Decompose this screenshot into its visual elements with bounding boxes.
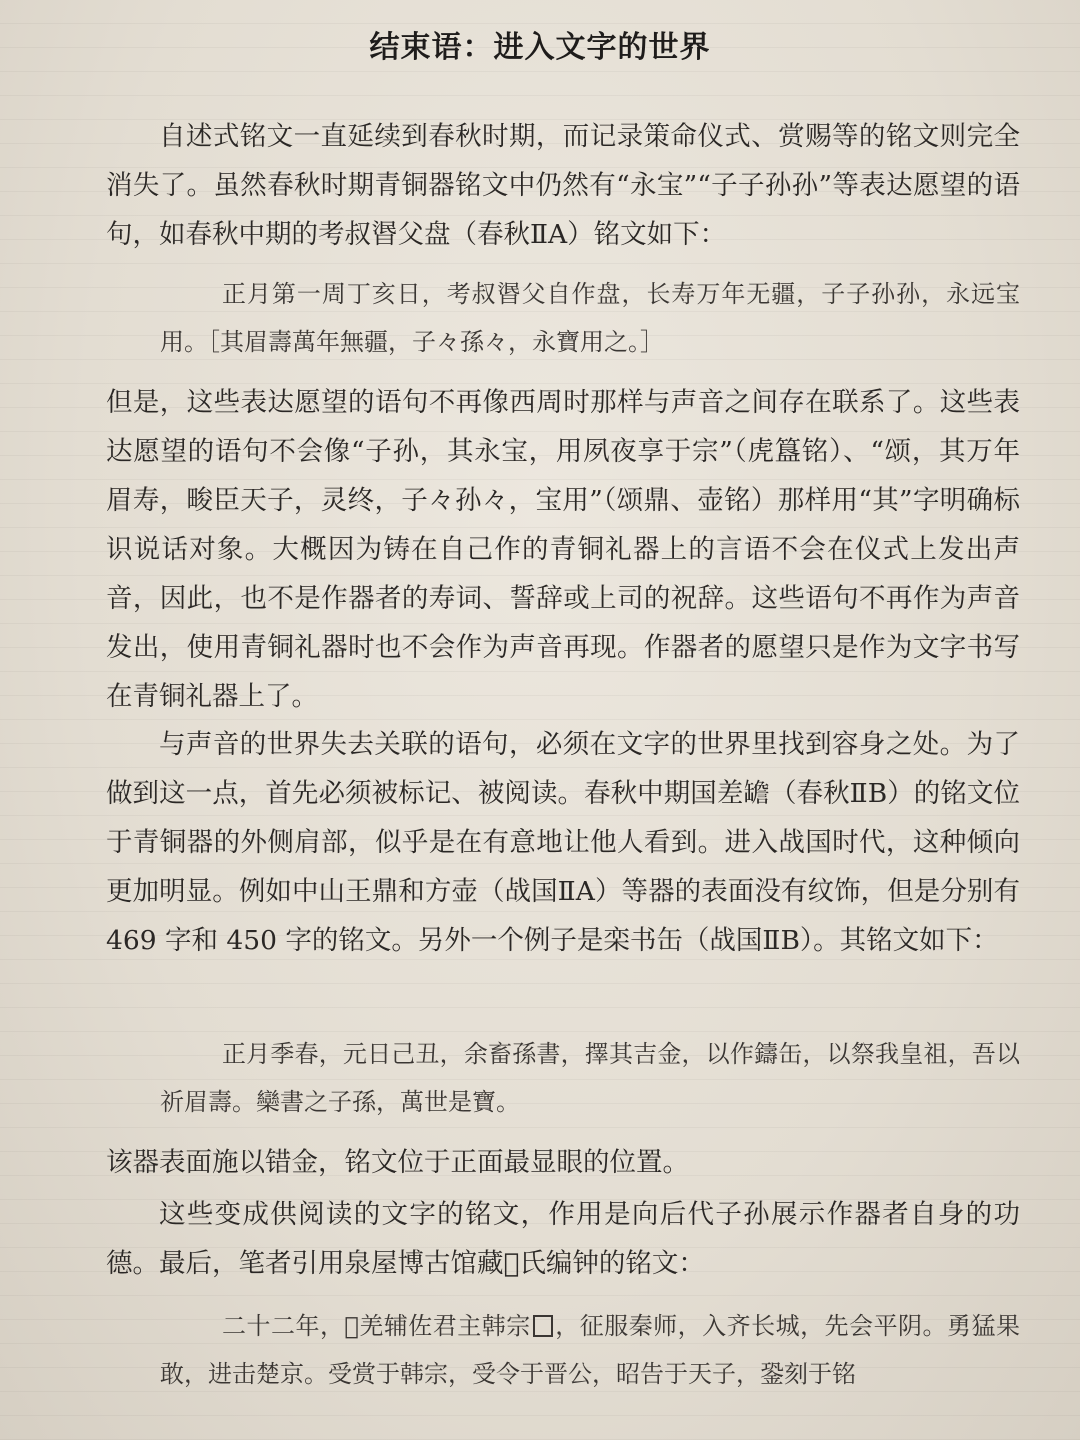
inscription-quote-3-part-b: ，征服秦师，入齐长城，先会平阴。勇猛果敢，进击楚京。受赏于韩宗，受令于晋公，昭告于天子，銎刻于铭: [160, 1312, 1021, 1388]
paragraph-4: 该器表面施以错金，铭文位于正面最显眼的位置。: [106, 1147, 689, 1178]
missing-character-box: [533, 1315, 553, 1337]
paragraph-3: 与声音的世界失去关联的语句，必须在文字的世界里找到容身之处。为了做到这一点，首先必须被标记、被阅读。春秋中期国差𦉜（春秋ⅡB）的铭文位于青铜器的外侧肩部，似乎是在有意地让他人看到。进入战国时代，这种倾向更加明显。例如中山王鼎和方壶（战国ⅡA）等器的表面没有纹饰，但是分别有 469 字和 450 字的铭文。另外一个例子是栾书缶（战国ⅡB）。其铭文如下：: [106, 729, 1020, 956]
inscription-quote-2: 正月季春，元日己丑，余畜孫書，擇其吉金，以作鑄缶，以祭我皇祖，吾以祈眉壽。欒書之子孫，萬世是寶。: [160, 1040, 1020, 1116]
paragraph-5: 这些变成供阅读的文字的铭文，作用是向后代子孙展示作器者自身的功德。最后，笔者引用泉屋博古馆藏𠫑氏编钟的铭文：: [106, 1199, 1020, 1279]
paragraph-2: 但是，这些表达愿望的语句不再像西周时那样与声音之间存在联系了。这些表达愿望的语句不会像“子孙，其永宝，用夙夜享于宗”（虎簋铭）、“颂，其万年眉寿，畯臣天子，灵终，子々孙々，宝用”（颂鼎、壶铭）那样用“其”字明确标识说话对象。大概因为铸在自己作的青铜礼器上的言语不会在仪式上发出声音，因此，也不是作器者的寿词、誓辞或上司的祝辞。这些语句不再作为声音发出，使用青铜礼器时也不会作为声音再现。作器者的愿望只是作为文字书写在青铜礼器上了。: [106, 387, 1020, 712]
chapter-title: 结束语：进入文字的世界: [369, 30, 711, 65]
paragraph-1: 自述式铭文一直延续到春秋时期，而记录策命仪式、赏赐等的铭文则完全消失了。虽然春秋时期青铜器铭文中仍然有“永宝”“子子孙孙”等表达愿望的语句，如春秋中期的考叔𣇹父盘（春秋ⅡA）铭文如下：: [106, 121, 1020, 250]
inscription-quote-1: 正月第一周丁亥日，考叔𣇹父自作盘，长寿万年无疆，子子孙孙，永远宝用。［其眉壽萬年無疆，子々孫々，永寶用之。］: [160, 280, 1020, 356]
inscription-quote-3: [160, 1302, 1020, 1398]
inscription-quote-3-part-a: 二十二年，𠫑羌辅佐君主韩宗: [222, 1312, 531, 1340]
